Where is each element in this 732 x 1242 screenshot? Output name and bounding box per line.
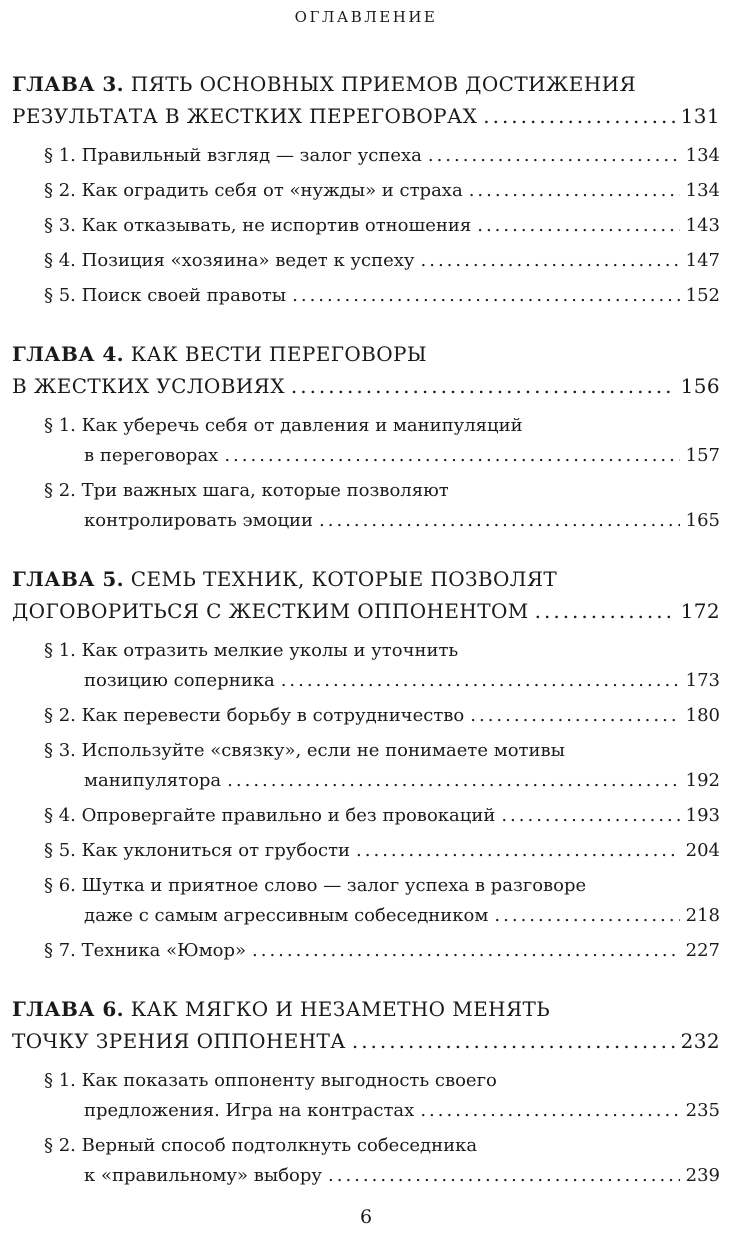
dot-leader [328,1161,680,1191]
toc-section [12,211,720,241]
dot-leader [535,595,675,627]
section-line [44,411,720,441]
section-text: § 2. Три важных шага, которые позволяют [44,480,449,501]
section-line [44,281,720,311]
section-page-number: 218 [685,905,720,926]
section-line [44,1066,720,1096]
section-page-number: 134 [685,180,720,201]
section-line [44,176,720,206]
chapter-title-line [12,100,720,132]
dot-leader [252,936,680,966]
chapter-page-number: 232 [680,1029,720,1053]
section-line [44,1161,720,1191]
toc-section [12,801,720,831]
dot-leader [469,176,680,206]
dot-leader [352,1025,675,1057]
dot-leader [483,100,674,132]
section-page-number: 235 [685,1100,720,1121]
section-line [44,636,720,666]
running-head: ОГЛАВЛЕНИЕ [294,8,438,26]
section-page-number: 204 [685,840,720,861]
toc-chapter [12,563,720,966]
section-page-number: 143 [685,215,720,236]
chapter-title-part1: КАК МЯГКО И НЕЗАМЕТНО МЕНЯТЬ [130,997,551,1021]
toc-section [12,1131,720,1191]
section-line [44,801,720,831]
chapter-title-part2: ДОГОВОРИТЬСЯ С ЖЕСТКИМ ОППОНЕНТОМ [12,599,529,623]
section-line [44,1096,720,1126]
chapter-number: ГЛАВА 5. [12,567,125,591]
chapter-page-number: 131 [680,104,720,128]
chapter-title-line [12,338,720,370]
dot-leader [470,701,679,731]
toc-section [12,736,720,796]
toc-section [12,476,720,536]
section-text: § 1. Правильный взгляд — залог успеха [44,145,422,166]
section-line [44,506,720,536]
chapter-heading [12,563,720,627]
section-text: § 2. Верный способ подтолкнуть собеседника [44,1135,478,1156]
chapter-title-part2: В ЖЕСТКИХ УСЛОВИЯХ [12,374,285,398]
dot-leader [291,370,675,402]
section-page-number: 227 [685,940,720,961]
section-line [44,936,720,966]
toc-chapter [12,993,720,1191]
chapter-title-line [12,68,720,100]
section-line [44,666,720,696]
chapter-title-line [12,370,720,402]
chapter-heading [12,68,720,132]
dot-leader [281,666,680,696]
toc-section [12,636,720,696]
section-text: § 3. Как отказывать, не испортив отношения [44,215,472,236]
section-page-number: 157 [685,445,720,466]
table-of-contents [12,68,720,1218]
toc-chapter [12,68,720,311]
section-text: § 1. Как уберечь себя от давления и манипуляций [44,415,523,436]
chapter-title-part2: ТОЧКУ ЗРЕНИЯ ОППОНЕНТА [12,1029,346,1053]
dot-leader [428,141,680,171]
section-text: § 5. Как уклониться от грубости [44,840,351,861]
section-text: в переговорах [84,445,219,466]
section-text: § 1. Как показать оппоненту выгодность своего [44,1070,497,1091]
section-text: § 3. Используйте «связку», если не понимаете мотивы [44,740,565,761]
toc-section [12,246,720,276]
page-number: 6 [359,1206,373,1228]
chapter-number: ГЛАВА 6. [12,997,125,1021]
toc-section [12,411,720,471]
section-line [44,141,720,171]
section-text: предложения. Игра на контрастах [84,1100,415,1121]
section-page-number: 165 [685,510,720,531]
section-text: даже с самым агрессивным собеседником [84,905,489,926]
chapter-heading [12,993,720,1057]
toc-section [12,871,720,931]
section-text: контролировать эмоции [84,510,314,531]
toc-chapter [12,338,720,536]
section-page-number: 173 [685,670,720,691]
toc-section [12,836,720,866]
section-text: § 1. Как отразить мелкие уколы и уточнить [44,640,459,661]
dot-leader [227,766,679,796]
dot-leader [319,506,680,536]
toc-section [12,936,720,966]
section-text: § 4. Опровергайте правильно и без провокаций [44,805,496,826]
chapter-title-part2: РЕЗУЛЬТАТА В ЖЕСТКИХ ПЕРЕГОВОРАХ [12,104,478,128]
dot-leader [421,246,680,276]
chapter-title-line [12,563,720,595]
section-page-number: 134 [685,145,720,166]
chapter-page-number: 156 [680,374,720,398]
dot-leader [477,211,679,241]
chapter-page-number: 172 [680,599,720,623]
section-page-number: 239 [685,1165,720,1186]
section-text: позицию соперника [84,670,275,691]
section-text: к «правильному» выбору [84,1165,323,1186]
chapter-title-line [12,1025,720,1057]
section-text: § 2. Как перевести борьбу в сотрудничество [44,705,465,726]
chapter-title-line [12,595,720,627]
toc-section [12,141,720,171]
toc-section [12,176,720,206]
section-line [44,246,720,276]
dot-leader [501,801,679,831]
section-text: § 6. Шутка и приятное слово — залог успеха в разговоре [44,875,587,896]
chapter-number: ГЛАВА 4. [12,342,125,366]
chapter-number: ГЛАВА 3. [12,72,125,96]
dot-leader [224,441,679,471]
section-page-number: 193 [685,805,720,826]
section-line [44,1131,720,1161]
section-text: § 7. Техника «Юмор» [44,940,246,961]
chapter-title-line [12,993,720,1025]
chapter-title-part1: СЕМЬ ТЕХНИК, КОТОРЫЕ ПОЗВОЛЯТ [130,567,558,591]
section-line [44,736,720,766]
chapter-heading [12,338,720,402]
section-line [44,766,720,796]
section-page-number: 147 [685,250,720,271]
dot-leader [292,281,680,311]
section-text: § 2. Как оградить себя от «нужды» и страха [44,180,463,201]
chapter-title-part1: ПЯТЬ ОСНОВНЫХ ПРИЕМОВ ДОСТИЖЕНИЯ [130,72,637,96]
toc-section [12,281,720,311]
chapter-title-part1: КАК ВЕСТИ ПЕРЕГОВОРЫ [130,342,427,366]
section-page-number: 152 [685,285,720,306]
toc-section [12,701,720,731]
section-line [44,441,720,471]
section-text: § 4. Позиция «хозяина» ведет к успеху [44,250,415,271]
toc-section [12,1066,720,1126]
section-text: манипулятора [84,770,222,791]
section-line [44,901,720,931]
dot-leader [494,901,679,931]
section-line [44,476,720,506]
section-page-number: 180 [685,705,720,726]
section-line [44,871,720,901]
section-text: § 5. Поиск своей правоты [44,285,287,306]
dot-leader [356,836,680,866]
section-page-number: 192 [685,770,720,791]
section-line [44,211,720,241]
section-line [44,836,720,866]
section-line [44,701,720,731]
dot-leader [420,1096,679,1126]
